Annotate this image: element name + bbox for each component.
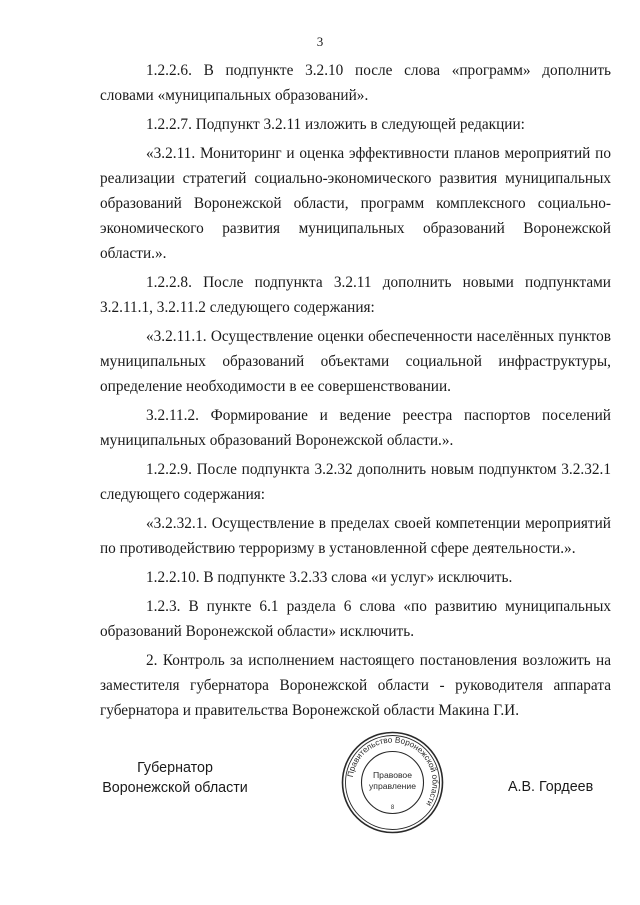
official-seal-stamp [340,730,445,835]
document-body [100,58,611,727]
seal-center-line-1: Правовое [372,770,413,780]
signatory-name: А.В. Гордеев [508,779,594,795]
paragraph-1-2-3: 1.2.3. В пункте 6.1 раздела 6 слова «по развитию муниципальных образований Воронежской области» исключить. [100,598,611,640]
paragraph-1-2-2-8: 1.2.2.8. После подпункта 3.2.11 дополнить новыми подпунктами 3.2.11.1, 3.2.11.2 следующего содержания: [100,274,611,316]
page-number: 3 [316,34,324,49]
paragraph-1-2-2-9: 1.2.2.9. После подпункта 3.2.32 дополнить новым подпунктом 3.2.32.1 следующего содержания: [100,461,611,503]
paragraph-1-2-2-10: 1.2.2.10. В подпункте 3.2.33 слова «и услуг» исключить. [146,569,513,586]
signatory-title-line-2: Воронежской области [102,780,248,796]
paragraph-3-2-11: «3.2.11. Мониторинг и оценка эффективности планов мероприятий по реализации стратегий социально-экономического развития муниципальных образований Воронежской области, программ комплексного социально-экономического развития муниципальных образований Воронежской области.». [100,145,611,262]
seal-ring-text: Правительство Воронежской области [345,735,440,808]
paragraph-1-2-2-6: 1.2.2.6. В подпункте 3.2.10 после слова «программ» дополнить словами «муниципальных образований». [100,62,611,104]
paragraph-1-2-2-7: 1.2.2.7. Подпункт 3.2.11 изложить в следующей редакции: [146,116,525,133]
paragraph-3-2-11-1: «3.2.11.1. Осуществление оценки обеспеченности населённых пунктов муниципальных образований объектами социальной инфраструктуры, определение необходимости в ее совершенствовании. [100,328,611,395]
seal-center-line-2: управление [369,781,416,791]
paragraph-2: 2. Контроль за исполнением настоящего постановления возложить на заместителя губернатора Воронежской области - руководителя аппарата губернатора и правительства Воронежской области Макина Г.И. [100,652,611,719]
seal-number: 8 [390,805,395,811]
signatory-title [100,758,250,798]
signatory-title-line-1: Губернатор [137,760,213,776]
paragraph-3-2-32-1: «3.2.32.1. Осуществление в пределах своей компетенции мероприятий по противодействию терроризму в установленной сфере деятельности.». [100,515,611,557]
paragraph-3-2-11-2: 3.2.11.2. Формирование и ведение реестра паспортов поселений муниципальных образований Воронежской области.». [100,407,611,449]
